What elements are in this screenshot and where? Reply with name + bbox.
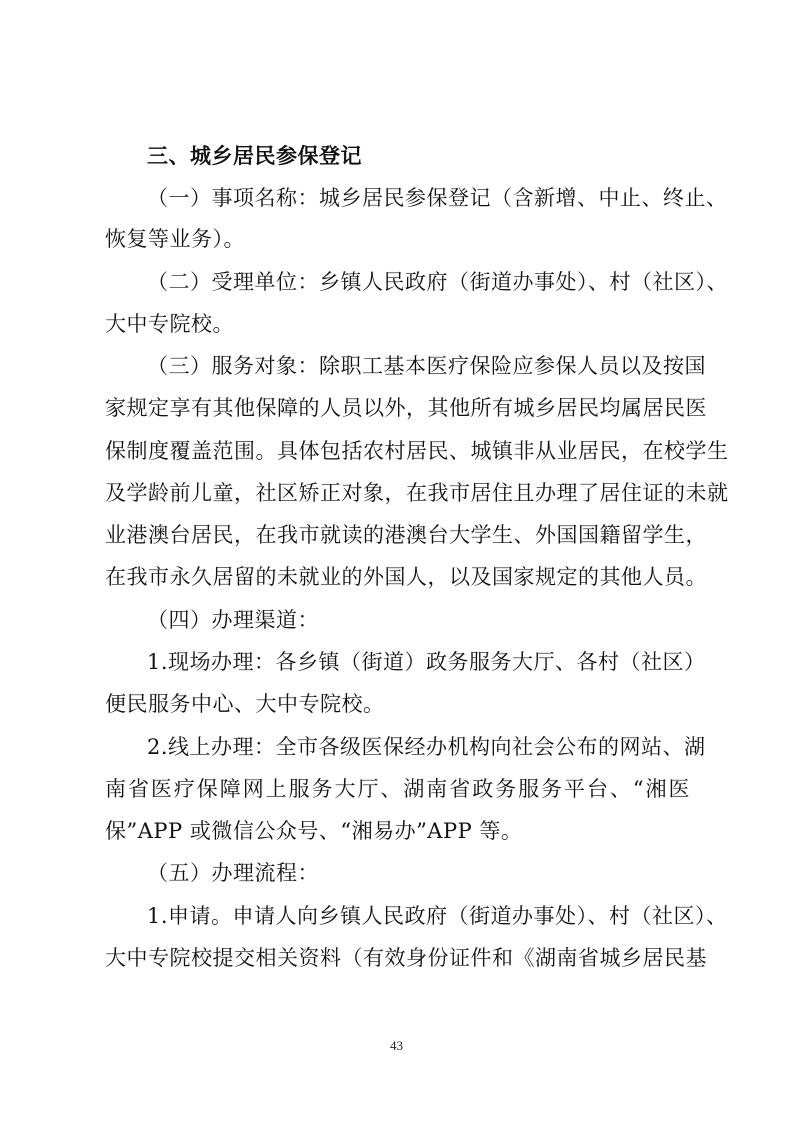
text-line: 及学龄前儿童，社区矫正对象，在我市居住且办理了居住证的未就	[105, 481, 729, 505]
text-line: （四）办理渠道：	[147, 608, 319, 632]
text-line: 2.线上办理：全市各级医保经办机构向社会公布的网站、湖	[147, 735, 706, 759]
text-line: 保”APP 或微信公众号、“湘易办”APP 等。	[105, 819, 523, 843]
text-line: 大中专院校。	[105, 312, 234, 336]
text-line: 1.现场办理：各乡镇（街道）政务服务大厅、各村（社区）	[147, 650, 706, 674]
text-line: 业港澳台居民，在我市就读的港澳台大学生、外国国籍留学生，	[105, 523, 707, 547]
text-line: 恢复等业务）。	[105, 227, 245, 251]
text-line: 保制度覆盖范围。具体包括农村居民、城镇非从业居民，在校学生	[105, 439, 729, 463]
text-line: 1.申请。申请人向乡镇人民政府（街道办事处）、村（社区）、	[147, 904, 728, 928]
page-number: 43	[390, 1038, 403, 1053]
text-line: 在我市永久居留的未就业的外国人，以及国家规定的其他人员。	[105, 565, 707, 589]
text-line: （一）事项名称：城乡居民参保登记（含新增、中止、终止、	[147, 186, 728, 210]
section-heading: 三、城乡居民参保登记	[147, 144, 362, 168]
text-line: （二）受理单位：乡镇人民政府（街道办事处）、村（社区）、	[147, 270, 728, 294]
text-line: 便民服务中心、大中专院校。	[105, 692, 385, 716]
text-line: 大中专院校提交相关资料（有效身份证件和《湖南省城乡居民基	[105, 946, 707, 970]
text-line: （五）办理流程：	[147, 861, 319, 885]
text-line: （三）服务对象：除职工基本医疗保险应参保人员以及按国	[147, 354, 706, 378]
text-line: 南省医疗保障网上服务大厅、湖南省政务服务平台、“湘医	[105, 777, 690, 801]
text-line: 家规定享有其他保障的人员以外，其他所有城乡居民均属居民医	[105, 396, 707, 420]
